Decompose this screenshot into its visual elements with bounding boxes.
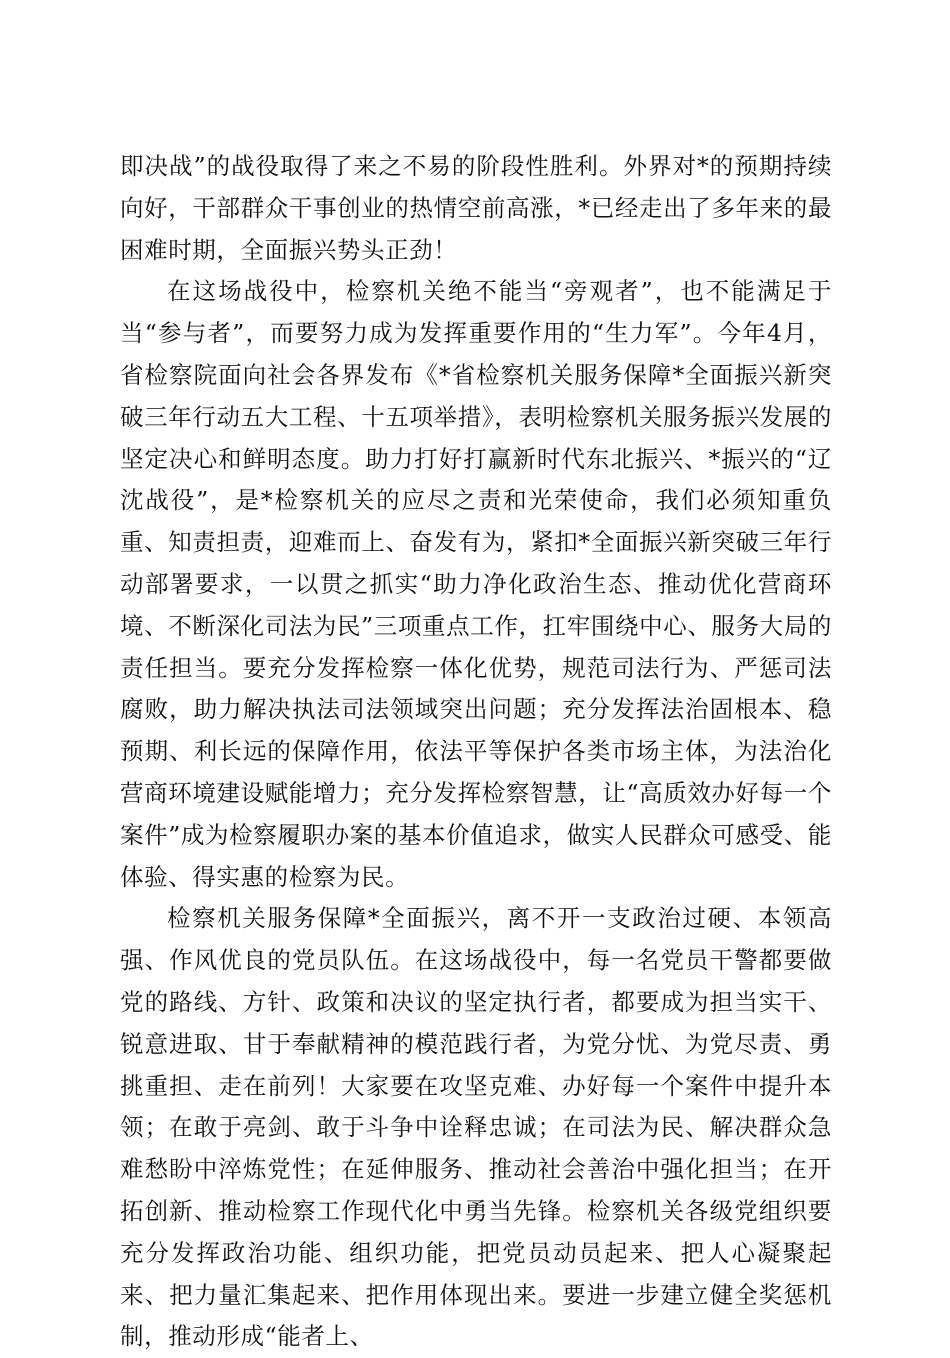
- document-body: [120, 146, 832, 1358]
- paragraph-2: 在这场战役中，检察机关绝不能当“旁观者”，也不能满足于当“参与者”，而要努力成为发挥重要作用的“生力军”。今年4月，省检察院面向社会各界发布《*省检察机关服务保障*全面振兴新突破三年行动五大工程、十五项举措》，表明检察机关服务振兴发展的坚定决心和鲜明态度。助力打好打赢新时代东北振兴、*振兴的“辽沈战役”，是*检察机关的应尽之责和光荣使命，我们必须知重负重、知责担责，迎难而上、奋发有为，紧扣*全面振兴新突破三年行动部署要求，一以贯之抓实“助力净化政治生态、推动优化营商环境、不断深化司法为民”三项重点工作，扛牢围绕中心、服务大局的责任担当。要充分发挥检察一体化优势，规范司法行为、严惩司法腐败，助力解决执法司法领域突出问题；充分发挥法治固根本、稳预期、利长远的保障作用，依法平等保护各类市场主体，为法治化营商环境建设赋能增力；充分发挥检察智慧，让“高质效办好每一个案件”成为检察履职办案的基本价值追求，做实人民群众可感受、能体验、得实惠的检察为民。: [120, 277, 832, 891]
- paragraph-1: 即决战”的战役取得了来之不易的阶段性胜利。外界对*的预期持续向好，干部群众干事创业的热情空前高涨，*已经走出了多年来的最困难时期，全面振兴势头正劲！: [120, 152, 832, 264]
- paragraph-3: 检察机关服务保障*全面振兴，离不开一支政治过硬、本领高强、作风优良的党员队伍。在这场战役中，每一名党员干警都要做党的路线、方针、政策和决议的坚定执行者，都要成为担当实干、锐意进取、甘于奉献精神的模范践行者，为党分忧、为党尽责、勇挑重担、走在前列！大家要在攻坚克难、办好每一个案件中提升本领；在敢于亮剑、敢于斗争中诠释忠诚；在司法为民、解决群众急难愁盼中淬炼党性；在延伸服务、推动社会善治中强化担当；在开拓创新、推动检察工作现代化中勇当先锋。检察机关各级党组织要充分发挥政治功能、组织功能，把党员动员起来、把人心凝聚起来、把力量汇集起来、把作用体现出来。要进一步建立健全奖惩机制，推动形成“能者上、: [120, 904, 832, 1351]
